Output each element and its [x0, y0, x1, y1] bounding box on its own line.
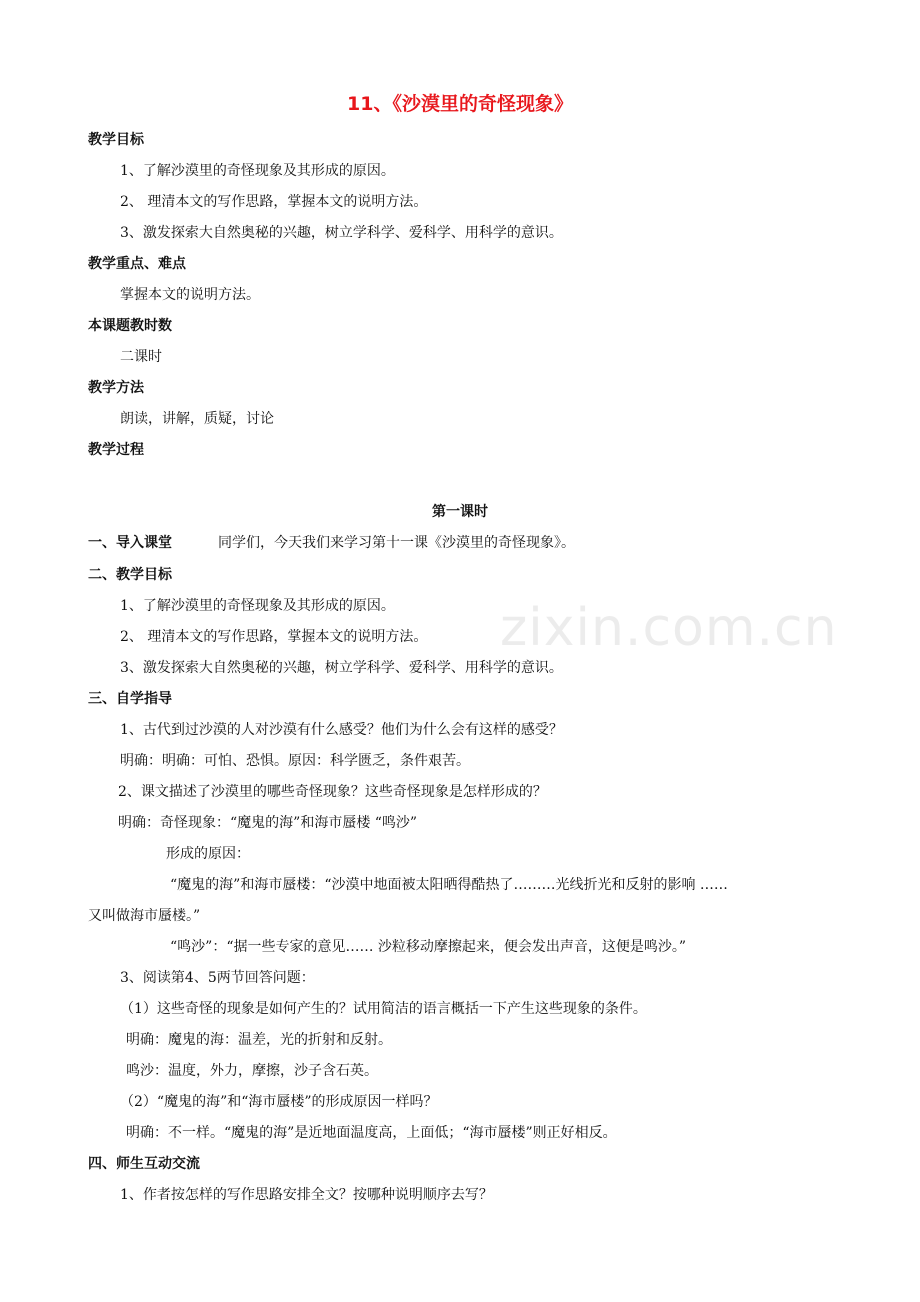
goal-item: 3、激发探索大自然奥秘的兴趣，树立学科学、爱科学、用科学的意识。: [120, 225, 563, 241]
method-text: 朗读，讲解，质疑，讨论: [120, 411, 274, 427]
answer: 鸣沙：温度，外力，摩擦，沙子含石英。: [126, 1063, 378, 1079]
heading-intro: 一、导入课堂: [88, 535, 172, 551]
key-points-text: 掌握本文的说明方法。: [120, 287, 260, 303]
answer: 明确：不一样。“魔鬼的海”是近地面温度高，上面低；“海市蜃楼”则正好相反。: [126, 1125, 617, 1141]
goal-item: 3、激发探索大自然奥秘的兴趣，树立学科学、爱科学、用科学的意识。: [120, 660, 563, 676]
heading-self-study: 三、自学指导: [88, 691, 172, 707]
question: 3、阅读第4、5两节回答问题：: [120, 970, 315, 986]
goal-item: 2、 理清本文的写作思路，掌握本文的说明方法。: [120, 629, 428, 645]
goal-item: 2、 理清本文的写作思路，掌握本文的说明方法。: [120, 194, 428, 210]
lesson-title: 第一课时: [432, 504, 488, 520]
heading-lesson-count: 本课题教时数: [88, 318, 172, 334]
question: 2、课文描述了沙漠里的哪些奇怪现象？这些奇怪现象是怎样形成的？: [118, 784, 547, 800]
goal-item: 1、了解沙漠里的奇怪现象及其形成的原因。: [120, 163, 395, 179]
lesson-count-text: 二课时: [120, 349, 162, 365]
watermark: zixin.com.cn: [500, 598, 838, 658]
heading-key-points: 教学重点、难点: [88, 256, 186, 272]
goal-item: 1、了解沙漠里的奇怪现象及其形成的原因。: [120, 598, 395, 614]
answer: 明确：奇怪现象：“魔鬼的海”和海市蜃楼 “鸣沙”: [118, 815, 418, 831]
question: 1、古代到过沙漠的人对沙漠有什么感受？他们为什么会有这样的感受？: [120, 722, 563, 738]
answer: 明确：魔鬼的海：温差，光的折射和反射。: [126, 1032, 392, 1048]
question: （2）“魔鬼的海”和“海市蜃楼”的形成原因一样吗？: [120, 1094, 438, 1110]
heading-process: 教学过程: [88, 442, 144, 458]
question: 1、作者按怎样的写作思路安排全文？按哪种说明顺序去写？: [120, 1187, 493, 1203]
intro-text: 同学们，今天我们来学习第十一课《沙漠里的奇怪现象》。: [218, 535, 575, 551]
cause-text: “魔鬼的海”和海市蜃楼：“沙漠中地面被太阳晒得酷热了………光线折光和反射的影响 ……: [170, 877, 728, 893]
cause-text: “鸣沙”：“据一些专家的意见…… 沙粒移动摩擦起来，便会发出声音，这便是鸣沙。”: [170, 939, 687, 955]
question: （1）这些奇怪的现象是如何产生的？试用简洁的语言概括一下产生这些现象的条件。: [120, 1001, 647, 1017]
answer: 明确：明确：可怕、恐惧。原因：科学匮乏，条件艰苦。: [120, 753, 470, 769]
heading-method: 教学方法: [88, 380, 144, 396]
heading-teaching-goals: 教学目标: [88, 132, 144, 148]
document-title: 11、《沙漠里的奇怪现象》: [347, 93, 573, 115]
heading-goals-2: 二、教学目标: [88, 567, 172, 583]
cause-text-cont: 又叫做海市蜃楼。”: [88, 908, 201, 924]
subheading-causes: 形成的原因：: [166, 846, 250, 862]
heading-interaction: 四、师生互动交流: [88, 1156, 200, 1172]
